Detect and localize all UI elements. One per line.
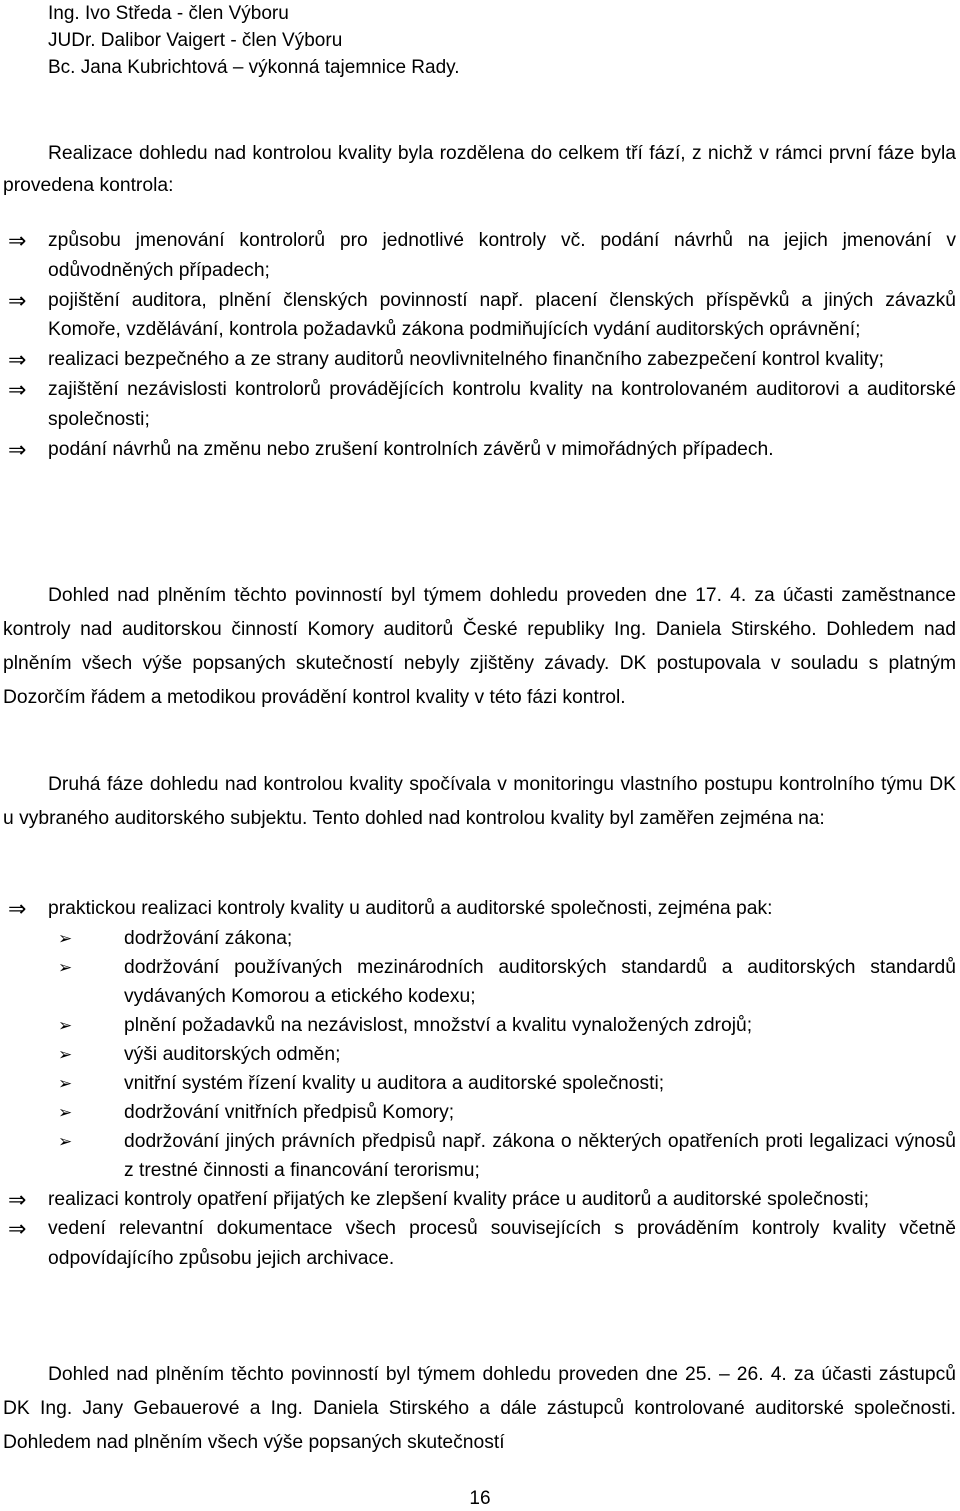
arrowhead-icon: ➢ [58,1044,73,1064]
arrowhead-icon: ➢ [58,928,73,948]
sub-list-item-text: výši auditorských odměn; [124,1043,341,1065]
paragraph-second-phase-result [3,1358,956,1460]
committee-members [48,0,460,81]
list-item [0,286,956,345]
paragraph-rest: kontrolního týmu DK u vybraného auditorského subjektu. Tento dohled nad kontrolou kvality byl zaměřen zejména na: [3,774,957,829]
sub-list-item-text: plnění požadavků na nezávislost, množství a kvalitu vynaložených zdrojů; [124,1014,753,1036]
sub-list [48,924,956,1185]
double-arrow-icon: ⇒ [8,1186,27,1212]
double-arrow-icon: ⇒ [8,1216,27,1241]
member-line: Bc. Jana Kubrichtová – výkonná tajemnice Rady. [48,57,460,78]
sub-list-item [0,953,956,1011]
double-arrow-icon: ⇒ [8,228,27,253]
arrowhead-icon: ➢ [58,1073,73,1093]
list-item [0,375,956,434]
list-item-text: realizaci kontroly opatření přijatých ke zlepšení kvality práce u auditorů a auditorské společnosti; [48,1188,869,1210]
paragraph-first-phase-result [3,579,956,715]
list-item-text: praktickou realizaci kontroly kvality u auditorů a auditorské společnosti, zejména pak: [48,898,773,919]
sub-list-item [0,924,956,953]
sub-list-item [0,1040,956,1069]
first-phase-list [0,226,956,465]
list-item-text: vedení relevantní dokumentace všech procesů souvisejících s prováděním kontroly kvality včetně odpovídajícího způsobu jejich archivace. [48,1218,956,1269]
paragraph-first-line: Dohled nad plněním těchto povinností byl týmem dohledu proveden dne [48,1364,678,1385]
list-item [0,345,956,375]
paragraph-first-line: Druhá fáze dohledu nad kontrolou kvality spočívala v monitoringu vlastního postupu [48,774,773,795]
paragraph-phases-intro [3,138,956,202]
sub-list-item-text: dodržování používaných mezinárodních auditorských standardů a auditorských standardů vydávaných Komorou a etického kodexu; [124,956,956,1007]
member-line: JUDr. Dalibor Vaigert - člen Výboru [48,30,343,51]
paragraph-second-phase [3,768,956,836]
paragraph-rest: zaměstnance kontroly nad auditorskou činností Komory auditorů České republiky Ing. Daniela Stirského. Dohledem nad plněním všech výše popsaných skutečností nebyly zjištěny závady. DK postupovala v souladu s platným Dozorčím řádem a metodikou provádění kontrol kvality v této fázi kontrol. [3,585,956,708]
sub-list-item [0,1127,956,1185]
list-item-text: zajištění nezávislosti kontrolorů provádějících kontrolu kvality na kontrolovaném auditorovi a auditorské společnosti; [48,379,956,430]
page-number: 16 [469,1488,491,1509]
sub-list-item-text: dodržování jiných právních předpisů např. zákona o některých opatřeních proti legalizaci výnosů z trestné činnosti a financování terorismu; [124,1130,956,1181]
double-arrow-icon: ⇒ [8,377,27,402]
list-item [0,435,956,465]
double-arrow-icon: ⇒ [8,896,27,921]
paragraph-rest: 25. – 26. 4. za účasti zástupců DK Ing. Jany Gebauerové a Ing. Daniela Stirského a dále zástupců kontrolované auditorské společnosti. Dohledem nad plněním všech výše popsaných skutečností [3,1364,956,1453]
paragraph-first-line: Realizace dohledu nad kontrolou kvality byla rozdělena do celkem tří fází, z nichž v rámci [48,143,823,164]
list-item-text: způsobu jmenování kontrolorů pro jednotlivé kontroly vč. podání návrhů na jejich jmenování v odůvodněných případech; [48,230,956,281]
list-item [0,1185,956,1215]
member-line: Ing. Ivo Středa - člen Výboru [48,3,289,24]
sub-list-item-text: vnitřní systém řízení kvality u auditora a auditorské společnosti; [124,1072,665,1094]
list-item-text: realizaci bezpečného a ze strany auditorů neovlivnitelného finančního zabezpečení kontrol kvality; [48,349,885,370]
list-item-text: podání návrhů na změnu nebo zrušení kontrolních závěrů v mimořádných případech. [48,438,774,460]
list-item-text: pojištění auditora, plnění členských povinností např. placení členských příspěvků a jiných závazků Komoře, vzdělávání, kontrola požadavků zákona podmiňujících vydání auditorských oprávnění; [48,289,956,340]
double-arrow-icon: ⇒ [8,436,27,462]
list-item [0,1214,956,1273]
list-item [0,894,956,1185]
sub-list-item-text: dodržování zákona; [124,927,293,949]
double-arrow-icon: ⇒ [8,347,27,372]
sub-list-item-text: dodržování vnitřních předpisů Komory; [124,1101,455,1123]
paragraph-first-line: Dohled nad plněním těchto povinností byl týmem dohledu proveden dne 17. 4. za účasti [48,585,834,606]
arrowhead-icon: ➢ [58,1015,73,1035]
sub-list-item [0,1069,956,1098]
arrowhead-icon: ➢ [58,1131,73,1151]
arrowhead-icon: ➢ [58,957,73,977]
arrowhead-icon: ➢ [58,1102,73,1122]
second-phase-list [0,894,956,1273]
paragraph-rest: první fáze byla provedena kontrola: [3,143,957,196]
list-item [0,226,956,285]
sub-list-item [0,1098,956,1127]
sub-list-item [0,1011,956,1040]
double-arrow-icon: ⇒ [8,287,27,313]
